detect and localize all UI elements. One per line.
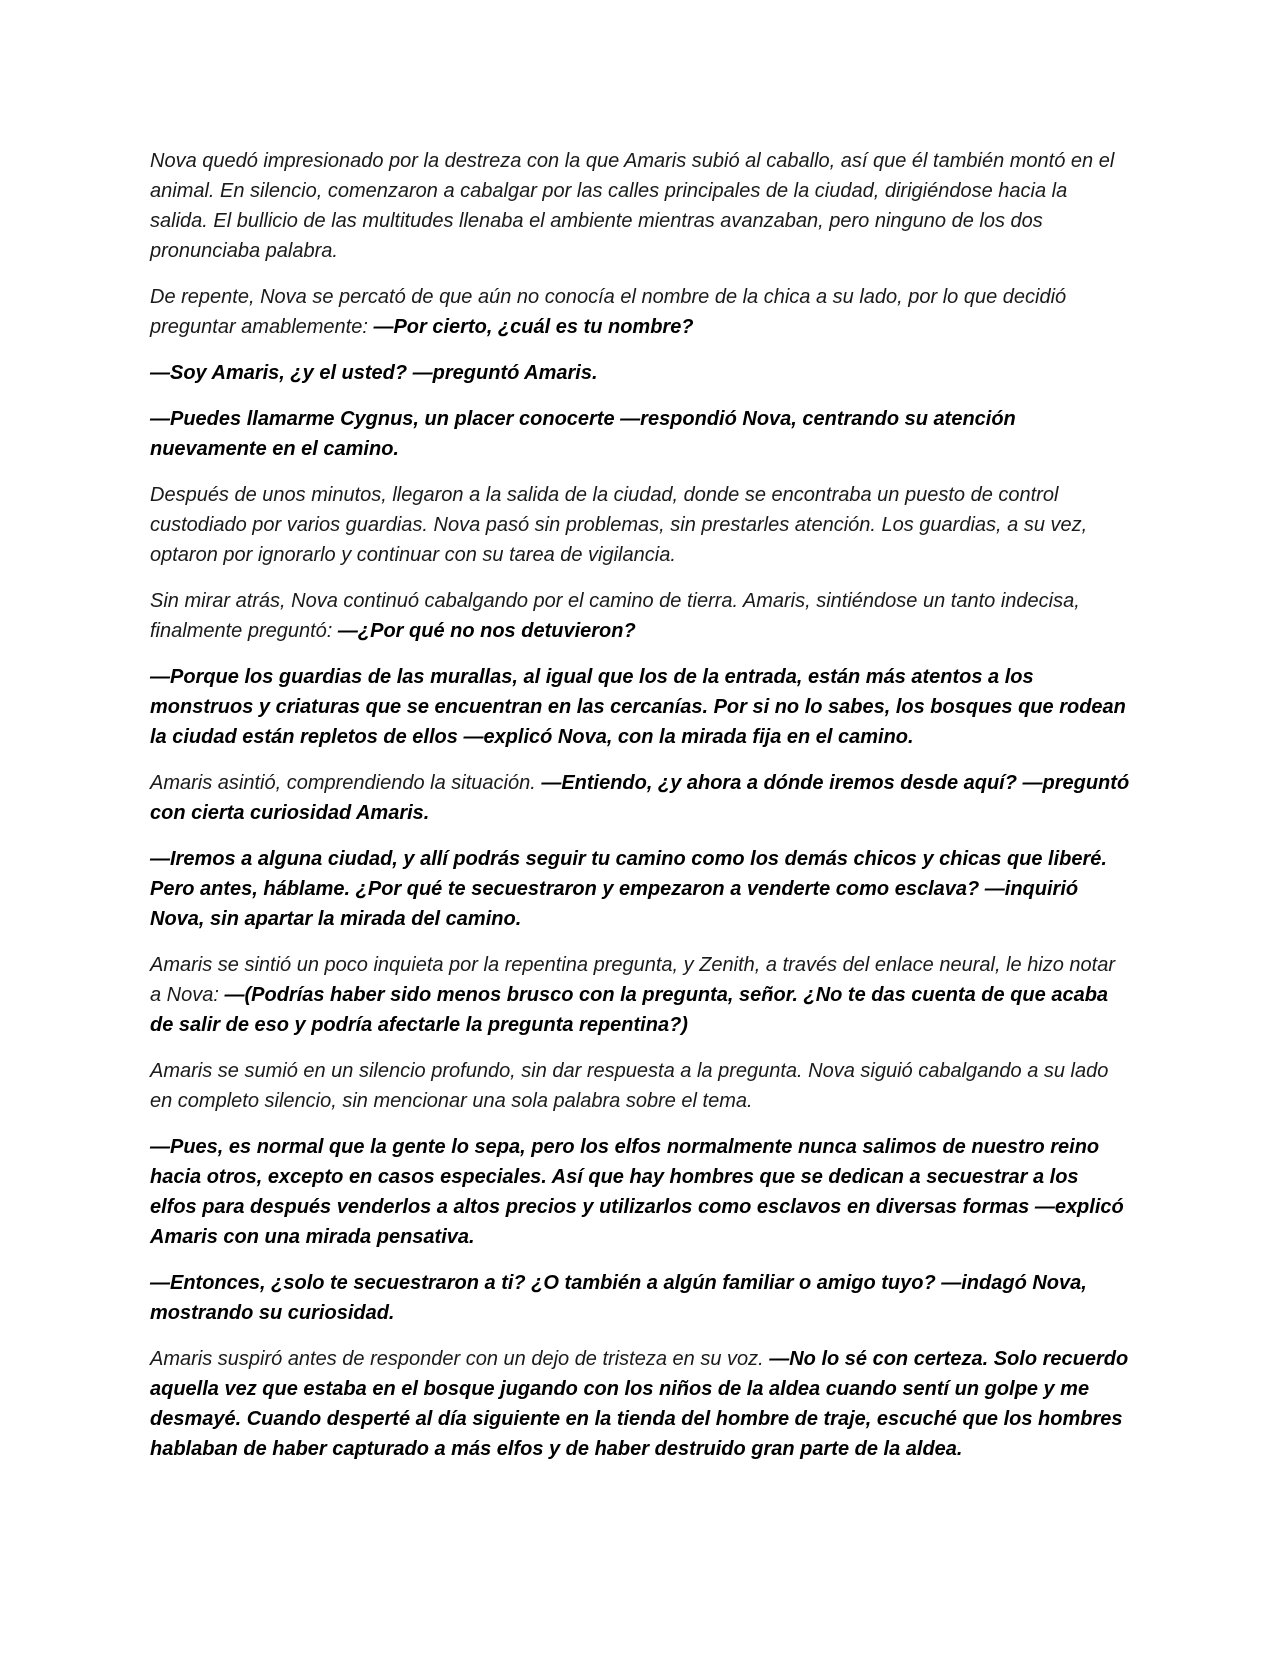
- narration-text: Amaris suspiró antes de responder con un dejo de tristeza en su voz.: [150, 1348, 770, 1370]
- paragraph-9: [150, 844, 1130, 934]
- paragraph-11: [150, 1056, 1130, 1116]
- dialogue-text: —No lo sé con certeza. Solo recuerdo aquella vez que estaba en el bosque jugando con los niños de la aldea cuando sentí un golpe y me desmayé. Cuando desperté al día siguiente en la tienda del hombre de traje, escuché que los hombres hablaban de haber capturado a más elfos y de haber destruido gran parte de la aldea.: [150, 1348, 1129, 1460]
- narration-text: Nova quedó impresionado por la destreza con la que Amaris subió al caballo, así que él también montó en el animal. En silencio, comenzaron a cabalgar por las calles principales de la ciudad, dirigiéndose hacia la salida. El bullicio de las multitudes llenaba el ambiente mientras avanzaban, pero ninguno de los dos pronunciaba palabra.: [150, 150, 1115, 262]
- dialogue-text: —Entonces, ¿solo te secuestraron a ti? ¿O también a algún familiar o amigo tuyo? —indagó Nova, mostrando su curiosidad.: [150, 1272, 1087, 1324]
- narration-text: Amaris asintió, comprendiendo la situación.: [150, 772, 542, 794]
- dialogue-text: —Puedes llamarme Cygnus, un placer conocerte —respondió Nova, centrando su atención nuevamente en el camino.: [150, 408, 1016, 460]
- narration-text: Amaris se sintió un poco inquieta por la repentina pregunta, y Zenith, a través del enlace neural, le hizo notar a Nova:: [150, 954, 1116, 1006]
- paragraph-5: [150, 480, 1130, 570]
- dialogue-text: —Iremos a alguna ciudad, y allí podrás seguir tu camino como los demás chicos y chicas que liberé. Pero antes, háblame. ¿Por qué te secuestraron y empezaron a venderte como esclava? —inquirió Nova, sin apartar la mirada del camino.: [150, 848, 1107, 930]
- paragraph-1: [150, 146, 1130, 266]
- narration-text: Amaris se sumió en un silencio profundo, sin dar respuesta a la pregunta. Nova siguió cabalgando a su lado en completo silencio, sin mencionar una sola palabra sobre el tema.: [150, 1060, 1109, 1112]
- paragraph-10: [150, 950, 1130, 1040]
- paragraph-12: [150, 1132, 1130, 1252]
- dialogue-text: —Entiendo, ¿y ahora a dónde iremos desde aquí? —preguntó con cierta curiosidad Amaris.: [150, 772, 1130, 824]
- document-page: [150, 146, 1130, 1480]
- dialogue-text: —Por cierto, ¿cuál es tu nombre?: [373, 316, 694, 338]
- paragraph-8: [150, 768, 1130, 828]
- dialogue-text: —Porque los guardias de las murallas, al igual que los de la entrada, están más atentos a los monstruos y criaturas que se encuentran en las cercanías. Por si no lo sabes, los bosques que rodean la ciudad están repletos de ellos —explicó Nova, con la mirada fija en el camino.: [150, 666, 1126, 748]
- paragraph-13: [150, 1268, 1130, 1328]
- dialogue-text: —Pues, es normal que la gente lo sepa, pero los elfos normalmente nunca salimos de nuestro reino hacia otros, excepto en casos especiales. Así que hay hombres que se dedican a secuestrar a los elfos para después venderlos a altos precios y utilizarlos como esclavos en diversas formas —explicó Amaris con una mirada pensativa.: [150, 1136, 1124, 1248]
- narration-text: Sin mirar atrás, Nova continuó cabalgando por el camino de tierra. Amaris, sintiéndose un tanto indecisa, finalmente preguntó:: [150, 590, 1080, 642]
- paragraph-2: [150, 282, 1130, 342]
- paragraph-14: [150, 1344, 1130, 1464]
- paragraph-4: [150, 404, 1130, 464]
- dialogue-text: —¿Por qué no nos detuvieron?: [337, 620, 636, 642]
- paragraph-7: [150, 662, 1130, 752]
- narration-text: Después de unos minutos, llegaron a la salida de la ciudad, donde se encontraba un puesto de control custodiado por varios guardias. Nova pasó sin problemas, sin prestarles atención. Los guardias, a su vez, optaron por ignorarlo y continuar con su tarea de vigilancia.: [150, 484, 1088, 566]
- dialogue-text: —Soy Amaris, ¿y el usted? —preguntó Amaris.: [150, 362, 598, 384]
- dialogue-text: —(Podrías haber sido menos brusco con la pregunta, señor. ¿No te das cuenta de que acaba de salir de eso y podría afectarle la pregunta repentina?): [150, 984, 1109, 1036]
- paragraph-3: [150, 358, 1130, 388]
- paragraph-6: [150, 586, 1130, 646]
- narration-text: De repente, Nova se percató de que aún no conocía el nombre de la chica a su lado, por lo que decidió preguntar amablemente:: [150, 286, 1067, 338]
